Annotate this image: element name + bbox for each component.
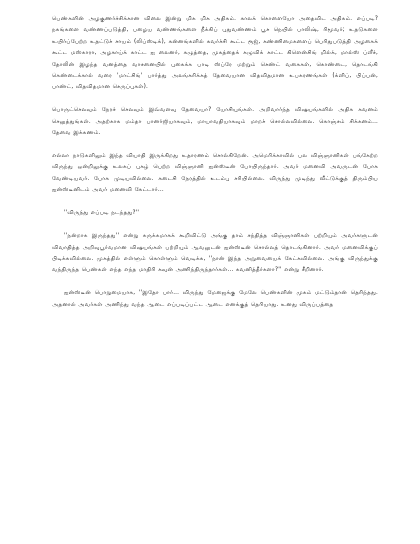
paragraph-wife-question: ''விருந்து எப்படி நடந்தது?'': [64, 210, 140, 217]
paragraph-spending-advice: பொருட்செலவும் நேரச் செலவும் இவ்வளவு தேவையா? யோசியுங்கள். அறிவார்ந்த விஷயங்களில் அதிக கவனம் செலுத்துங்கள். அதற்காக மம்தா பானர்ஜியாகவும், மாயாவதியாகவும் மாறச் சொல்லவில்லை. கொஞ்சம் சிக்கனம்... தேவை இக்கணம்.: [52, 107, 378, 137]
paragraph-einstein-reply: ''நன்றாக இருந்தது'' என்று சுருக்கமாகக் கூறிவிட்டு அங்கு தாம் சந்தித்த விஞ்ஞானிகள் பற்றியும் அவர்களுடன் விவாதித்த அறிவுபூர்வமான விஷயங்கள் பற்றியும் ஆவலுடன் ஐன்ஸ்டீன் சொல்லத் தொடங்கினார். அவர் மனைவிக்குப் பிடிக்கவில்லை. முகத்தில் எள்ளும் கொள்ளும் வெடிக்க, ''நான் இந்த அறுவையைக் கேட்கவில்லை. அங்கு விருந்துக்கு வந்திருந்த பெண்கள் எந்த எந்த மாதிரி கவுன் அணிந்திருந்தார்கள்... கவனித்தீர்களா?'' என்று சீறினார்.: [52, 233, 378, 274]
paragraph-einstein-answer: ஐன்ஸ்டீன் பொறுமையாக, ''இதோ பார்... விருந்து மேஜைக்கு மேலே பெண்களின் முகம் மட்டும்தான் தெரிந்தது. அதனால் அவர்கள் அணிந்து வந்த ஆடை எப்படிப்பட்ட ஆடை எனக்குத் தெரியாது. உனது விருப்பத்தை: [52, 290, 378, 308]
paragraph-beauty-cost: பெண்களின் அழகுணர்ச்சிக்கான விலை இன்று மிக மிக அதிகம். காலக் கொளையோ அதைவிட அதிகம். எப்படி? நகங்களை வண்ணப்படுத்தி, பழைய வண்ணங்களை நீக்கிப் புதுவண்ணம் பூச நெயில் பாலிஷ், ரிமூவர்; உதடுகளை உயிர்ப்பேற்ற உதட்டுச் சாயம் (லிப்ஸ்டிக்), கன்னங்களில் கவர்ச்சி கூட்ட ரூஜ், கண்ணிமைகளைப் பெரிதுபடுத்தி அழகைக் கூட்ட மஸ்காரா, அழகாய்க் காட்ட ஐ லைனர், கழுத்தை, முகத்தைக் கழுவிக் காட்ட கிளென்சிங் மில்க், மால்ஸ் ப்ளீச், தோலின் இழந்த வனத்தை வாசனையில் புகைக்க பாடி ஸ்ப்ரே மற்றும் செண்ட் வகைகள், கொண்டை, தொடங்கி கெண்டைக்கால் வரை 'மாட்சிங்' பார்த்து அலங்கரிக்கத் தேவையான விதவிதமான உபகரணங்கள் (க்ளிப், பிப்பன், பாண்ட், விதவிதமான செருப்புகள்).: [52, 16, 378, 91]
paragraph-einstein-story: எல்லா நாடுகளிலும் இந்த வியாதி இருக்கிறது உதாரணம் சொல்கிறேன். அமெரிக்காவில் பல விஞ்ஞானிகள் பங்கேற்ற விருந்து ஒன்றிலுக்கு உலகப் புகழ் பெற்ற விஞ்ஞானி ஐன்ஸ்டீன் போயிருந்தார். அவர் மனைவி அவருடன் போக வேண்டியவர். போக முடியவில்லை. கடைசி நேரத்தில் உடம்பு சரியில்லை. விருந்து முடிந்து வீட்டுக்குத் திரும்பிய ஐன்ஸ்டீனிடம் அவர் மனைவி கேட்டார்...: [52, 153, 378, 194]
